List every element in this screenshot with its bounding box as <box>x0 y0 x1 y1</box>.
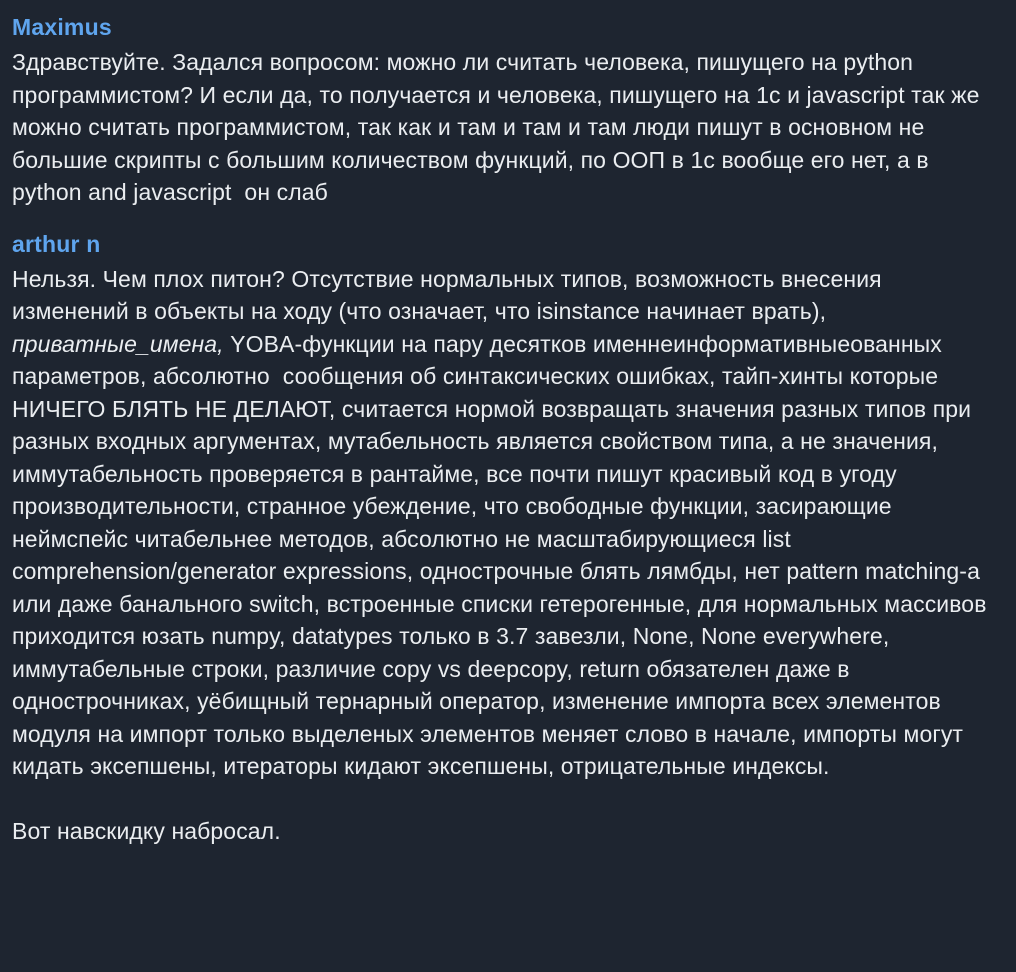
message-text-part: Нельзя. Чем плох питон? Отсутствие нормальных типов, возможность внесения изменений в объекты на ходу (что означает, что isinstance начинает врать), <box>12 265 889 324</box>
message-sender-name[interactable]: arthur n <box>12 230 101 257</box>
message-maximus[interactable] <box>12 12 1004 209</box>
message-italic-text: приватные_имена, <box>12 330 224 357</box>
message-text-part: YOBA-функции на пару десятков именнеинформативныеованных параметров, абсолютно сообщения об синтаксических ошибках, тайп-хинты которые НИЧЕГО БЛЯТЬ НЕ ДЕЛАЮТ, считается нормой возвращать значения разных типов при разных входных аргументах, мутабельность является свойством типа, а не значения, иммутабельность проверяется в рантайме, все почти пишут красивый код в угоду производительности, странное убеждение, что свободные функции, засирающие неймспейс читабельнее методов, абсолютно не масштабирующиеся list comprehension/generator expressions, однострочные блять лямбды, нет pattern matching-а или даже банального switch, встроенные списки гетерогенные, для нормальных массивов приходится юзать numpy, datatypes только в 3.7 завезли, None, None everywhere, иммутабельные строки, различие copy vs deepcopy, return обязателен даже в однострочниках, уёбищный тернарный оператор, изменение импорта всех элементов модуля на импорт только выделеных элементов меняет слово в начале, импорты могут кидать эксепшены, итераторы кидают эксепшены, отрицательные индексы. <box>12 330 994 779</box>
paragraph-gap <box>12 783 1004 815</box>
message-arthur[interactable] <box>12 229 1004 848</box>
message-closing-text: Вот навскидку набросал. <box>12 817 281 844</box>
message-text: Здравствуйте. Задался вопросом: можно ли считать человека, пишущего на python программистом? И если да, то получается и человека, пишущего на 1с и javascript так же можно считать программистом, так как и там и там и там люди пишут в основном не большие скрипты с большим количеством функций, по ООП в 1с вообще его нет, а в python and javascript он слаб <box>12 49 986 205</box>
message-sender-name[interactable]: Maximus <box>12 14 112 40</box>
message-text <box>12 263 1004 783</box>
